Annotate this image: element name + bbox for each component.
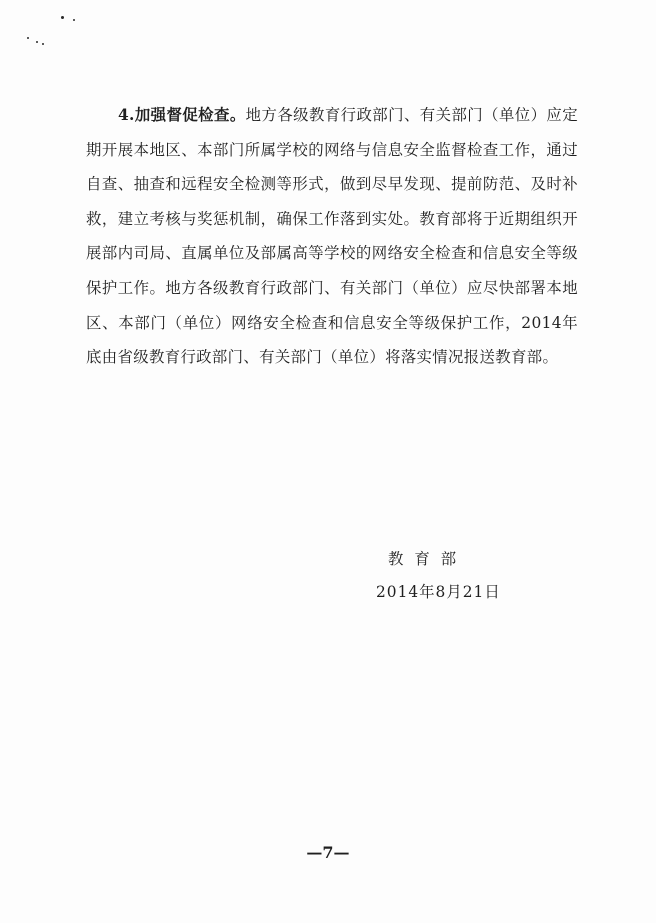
signature-organization: 教育部	[388, 550, 468, 568]
scan-speck	[61, 16, 64, 19]
page-number: —7—	[306, 843, 350, 862]
scan-speck	[42, 43, 44, 45]
scan-speck	[36, 41, 38, 43]
signature-date: 2014年8月21日	[376, 583, 501, 601]
paragraph-lead: 4.加强督促检查。	[118, 106, 246, 124]
scan-speck	[27, 37, 29, 39]
body-paragraph	[86, 98, 578, 375]
paragraph-text: 地方各级教育行政部门、有关部门（单位）应定期开展本地区、本部门所属学校的网络与信息安全监督检查工作，通过自查、抽查和远程安全检测等形式，做到尽早发现、提前防范、及时补救，建立考核与奖惩机制，确保工作落到实处。教育部将于近期组织开展部内司局、直属单位及部属高等学校的网络安全检查和信息安全等级保护工作。地方各级教育行政部门、有关部门（单位）应尽快部署本地区、本部门（单位）网络安全检查和信息安全等级保护工作，2014年底由省级教育行政部门、有关部门（单位）将落实情况报送教育部。	[86, 106, 578, 367]
scan-speck	[73, 19, 75, 21]
